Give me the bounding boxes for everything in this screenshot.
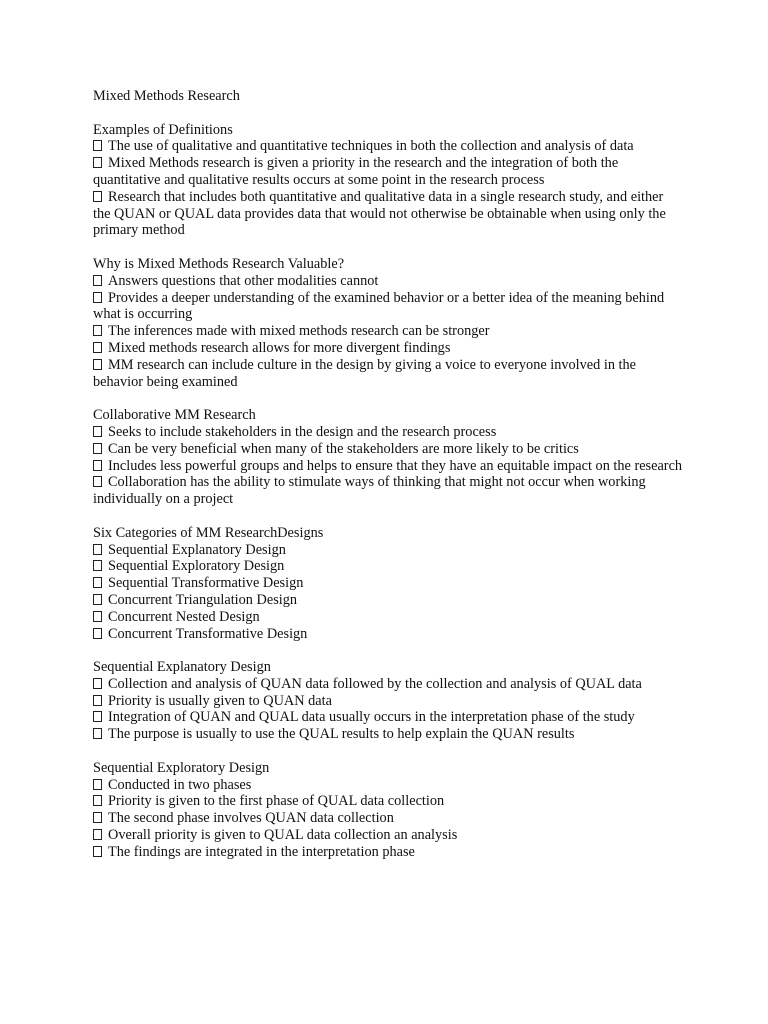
list-item-text: The purpose is usually to use the QUAL results to help explain the QUAN results [108,726,575,743]
list-item [93,609,683,626]
square-bullet-icon [93,476,102,487]
list-item [93,827,683,844]
section [93,256,683,390]
square-bullet-icon [93,678,102,689]
list-item [93,676,683,693]
list-item [93,138,683,155]
list-item [93,558,683,575]
list-item [93,189,683,239]
list-item [93,155,683,189]
list-item [93,777,683,794]
list-item-text: Collection and analysis of QUAN data followed by the collection and analysis of QUAL data [108,675,642,692]
square-bullet-icon [93,359,102,370]
square-bullet-icon [93,157,102,168]
list-item-text: Integration of QUAN and QUAL data usually occurs in the interpretation phase of the study [108,709,635,726]
square-bullet-icon [93,275,102,286]
section-heading: Six Categories of MM ResearchDesigns [93,524,324,541]
list-item [93,726,683,743]
list-item-text: Research that includes both quantitative and qualitative data in a single research study, and either the QUAN or QUAL data provides data that would not otherwise be obtainable when using only the primary method [93,188,666,239]
square-bullet-icon [93,628,102,639]
square-bullet-icon [93,292,102,303]
list-item-text: Priority is usually given to QUAN data [108,692,332,709]
section [93,659,683,743]
square-bullet-icon [93,544,102,555]
list-item-text: Mixed methods research allows for more divergent findings [108,339,451,356]
list-item-text: The second phase involves QUAN data collection [108,810,394,827]
square-bullet-icon [93,779,102,790]
list-item [93,273,683,290]
square-bullet-icon [93,594,102,605]
list-item [93,626,683,643]
section [93,760,683,861]
square-bullet-icon [93,611,102,622]
square-bullet-icon [93,728,102,739]
list-item-text: Concurrent Transformative Design [108,625,308,642]
section-heading: Sequential Exploratory Design [93,759,270,776]
square-bullet-icon [93,325,102,336]
square-bullet-icon [93,846,102,857]
list-item-text: Concurrent Nested Design [108,608,260,625]
section-heading: Why is Mixed Methods Research Valuable? [93,255,345,272]
list-item-text: Sequential Exploratory Design [108,558,285,575]
list-item [93,340,683,357]
list-item-text: Overall priority is given to QUAL data collection an analysis [108,827,458,844]
list-item [93,575,683,592]
section-heading: Collaborative MM Research [93,407,256,424]
square-bullet-icon [93,577,102,588]
list-item-text: Provides a deeper understanding of the examined behavior or a better idea of the meaning behind what is occurring [93,289,665,323]
section-heading: Sequential Explanatory Design [93,659,271,676]
square-bullet-icon [93,342,102,353]
list-item-text: Concurrent Triangulation Design [108,591,298,608]
list-item-text: The inferences made with mixed methods research can be stronger [108,323,490,340]
list-item [93,458,683,475]
list-item-text: Seeks to include stakeholders in the design and the research process [108,423,497,440]
square-bullet-icon [93,711,102,722]
list-item-text: Can be very beneficial when many of the stakeholders are more likely to be critics [108,440,579,457]
list-item-text: Includes less powerful groups and helps to ensure that they have an equitable impact on the research [108,457,683,474]
section [93,525,683,643]
list-item [93,441,683,458]
list-item-text: Conducted in two phases [108,776,252,793]
document-sections [93,122,683,861]
square-bullet-icon [93,191,102,202]
square-bullet-icon [93,560,102,571]
square-bullet-icon [93,140,102,151]
square-bullet-icon [93,695,102,706]
list-item-text: MM research can include culture in the design by giving a voice to everyone involved in the behavior being examined [93,356,637,390]
square-bullet-icon [93,829,102,840]
list-item-text: Answers questions that other modalities cannot [108,272,379,289]
list-item [93,793,683,810]
list-item [93,693,683,710]
square-bullet-icon [93,812,102,823]
list-item [93,542,683,559]
list-item [93,844,683,861]
square-bullet-icon [93,795,102,806]
list-item [93,709,683,726]
list-item-text: Sequential Transformative Design [108,575,304,592]
list-item-text: Priority is given to the first phase of QUAL data collection [108,793,445,810]
list-item [93,357,683,391]
list-item-text: The use of qualitative and quantitative techniques in both the collection and analysis of data [108,138,634,155]
square-bullet-icon [93,460,102,471]
square-bullet-icon [93,426,102,437]
document-title: Mixed Methods Research [93,88,240,104]
list-item [93,424,683,441]
list-item-text: The findings are integrated in the interpretation phase [108,843,415,860]
list-item-text: Collaboration has the ability to stimulate ways of thinking that might not occur when working individually on a project [93,474,646,508]
list-item-text: Sequential Explanatory Design [108,541,286,558]
section [93,122,683,240]
list-item [93,323,683,340]
list-item-text: Mixed Methods research is given a priority in the research and the integration of both the quantitative and qualitative results occurs at some point in the research process [93,155,619,188]
section-heading: Examples of Definitions [93,121,233,138]
section [93,407,683,508]
list-item [93,290,683,324]
list-item [93,474,683,508]
list-item [93,810,683,827]
list-item [93,592,683,609]
document-page [93,88,683,877]
square-bullet-icon [93,443,102,454]
